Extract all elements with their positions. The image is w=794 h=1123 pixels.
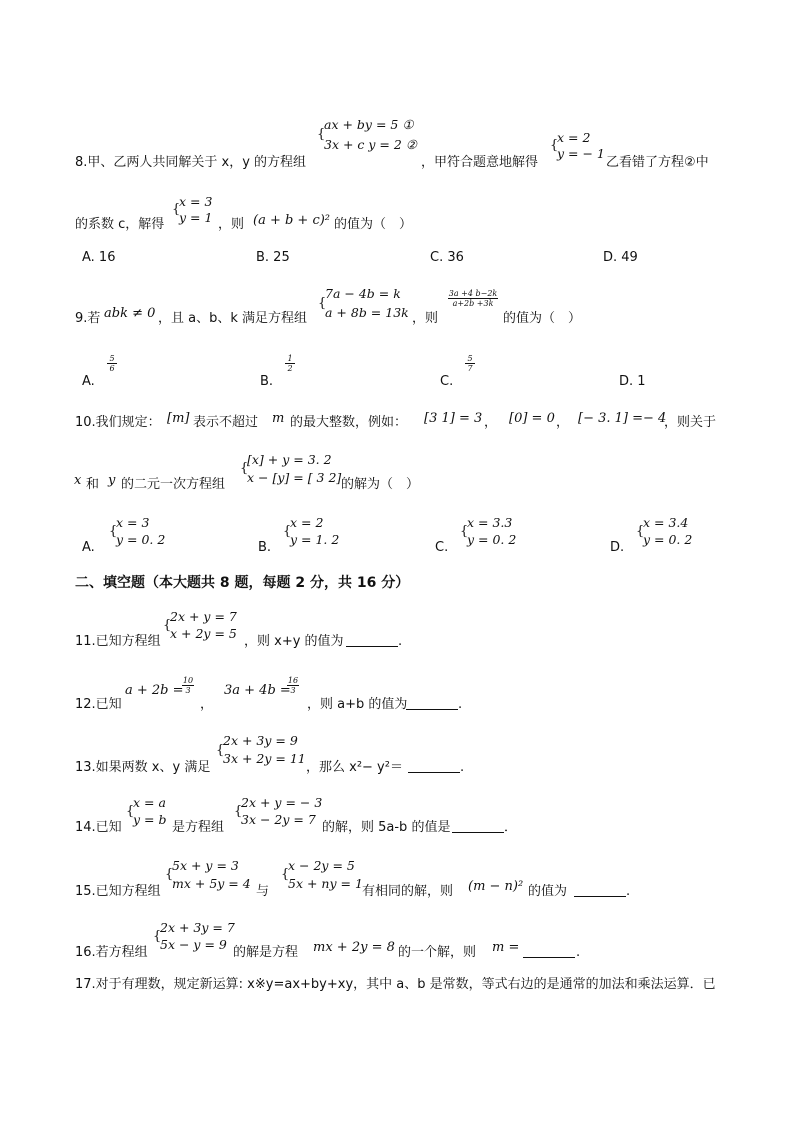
left-brace-icon: {	[283, 524, 292, 539]
q9-option-c-fraction: 5 7	[464, 354, 476, 373]
q9-option-b-fraction: 1 2	[284, 354, 296, 373]
left-brace-icon: {	[109, 524, 118, 539]
left-brace-icon: {	[636, 524, 645, 539]
left-brace-icon: {	[550, 138, 559, 153]
left-brace-icon: {	[460, 524, 469, 539]
q8-line2-mid: ，则	[218, 217, 245, 232]
q12-fraction-2: 16 3	[287, 676, 299, 695]
q11-end: ，则 x+y 的值为	[244, 634, 344, 649]
q10-example-1: [3 1] = 3	[424, 411, 483, 426]
q10-and: 和	[86, 477, 100, 492]
q10-option-a-label[interactable]: A.	[82, 540, 95, 555]
q8-line2-prefix: 的系数 c，解得	[75, 217, 165, 232]
q14-mid: 是方程组	[172, 820, 225, 835]
q16-answer-blank[interactable]	[523, 945, 575, 958]
left-brace-icon: {	[153, 929, 162, 944]
q15-mid: 有相同的解，则	[362, 884, 454, 899]
left-brace-icon: {	[126, 804, 135, 819]
q15-with: 与	[256, 884, 270, 899]
q16-equation: mx + 2y = 8	[313, 940, 395, 955]
q8-option-c[interactable]: C. 36	[430, 250, 464, 265]
q10-text-1: 表示不超过	[193, 415, 259, 430]
q10-text-4: 的二元一次方程组	[121, 477, 226, 492]
q12-prefix: 12.已知	[75, 697, 122, 712]
q8-eq-1: ax + by = 5 ①	[324, 117, 414, 132]
q8-line2-end: 的值为（ ）	[334, 217, 413, 232]
q10-text-3: ，则关于	[664, 415, 717, 430]
q9-option-b-label[interactable]: B.	[260, 374, 274, 389]
left-brace-icon: {	[165, 867, 174, 882]
q8-option-b[interactable]: B. 25	[256, 250, 290, 265]
q12-eq-2: 3a + 4b =	[224, 683, 291, 698]
q14-end: 的解，则 5a-b 的值是	[322, 820, 451, 835]
q9-end: 的值为（ ）	[503, 311, 582, 326]
q10-end: 的解为（ ）	[341, 477, 420, 492]
left-brace-icon: {	[240, 461, 249, 476]
section-2-heading: 二、填空题（本大题共 8 题，每题 2 分，共 16 分）	[75, 575, 410, 591]
left-brace-icon: {	[317, 127, 326, 142]
q8-prefix: 8.甲、乙两人共同解关于 x，y 的方程组	[75, 155, 307, 170]
q9-prefix: 9.若	[75, 311, 101, 326]
q10-option-d-label[interactable]: D.	[610, 540, 625, 555]
q8-option-d[interactable]: D. 49	[603, 250, 638, 265]
q13-answer-blank[interactable]	[408, 760, 460, 773]
q8-expression: (a + b + c)²	[253, 213, 331, 228]
q16-mid: 的解是方程	[233, 945, 299, 960]
q15-answer-blank[interactable]	[574, 884, 626, 897]
q10-option-b-label[interactable]: B.	[258, 540, 272, 555]
q11-prefix: 11.已知方程组	[75, 634, 161, 649]
q8-after: 乙看错了方程②中	[606, 155, 709, 170]
q9-then: ，则	[412, 311, 439, 326]
q16-end: 的一个解，则	[398, 945, 477, 960]
q15-expression: (m − n)²	[468, 879, 524, 894]
q12-answer-blank[interactable]	[406, 697, 458, 710]
q10-prefix: 10.我们规定：	[75, 415, 161, 430]
q8-eq-2: 3x + c y = 2 ②	[324, 137, 418, 152]
left-brace-icon: {	[163, 618, 172, 633]
q15-prefix: 15.已知方程组	[75, 884, 161, 899]
q16-prefix: 16.若方程组	[75, 945, 148, 960]
q16-var: m =	[492, 940, 520, 955]
q10-example-2: [0] = 0	[509, 411, 555, 426]
q13-prefix: 13.如果两数 x、y 满足	[75, 760, 211, 775]
left-brace-icon: {	[172, 202, 181, 217]
q9-option-c-label[interactable]: C.	[440, 374, 454, 389]
q14-prefix: 14.已知	[75, 820, 122, 835]
q10-option-c-label[interactable]: C.	[435, 540, 449, 555]
left-brace-icon: {	[281, 867, 290, 882]
q12-eq-1: a + 2b =	[125, 683, 184, 698]
left-brace-icon: {	[216, 743, 225, 758]
q8-mid: ，甲符合题意地解得	[421, 155, 539, 170]
q12-fraction-1: 10 3	[182, 676, 194, 695]
q10-y: y	[108, 473, 116, 488]
q10-m: m	[272, 411, 285, 426]
q17-text: 17.对于有理数，规定新运算: x※y=ax+by+xy，其中 a、b 是常数，等式右边的是通常的加法和乘法运算．已	[75, 977, 716, 992]
q8-option-a[interactable]: A. 16	[82, 250, 116, 265]
q12-end: ，则 a+b 的值为	[307, 697, 408, 712]
q9-option-a-label[interactable]: A.	[82, 374, 95, 389]
q9-condition: abk ≠ 0	[104, 306, 156, 321]
q13-end: ，那么 x²− y²＝	[306, 760, 403, 775]
left-brace-icon: {	[318, 296, 327, 311]
q9-option-a-fraction: 5 6	[106, 354, 118, 373]
q15-end: 的值为	[528, 884, 568, 899]
q9-option-d[interactable]: D. 1	[619, 374, 646, 389]
q10-text-2: 的最大整数，例如：	[290, 415, 408, 430]
left-brace-icon: {	[234, 804, 243, 819]
q10-x: x	[74, 473, 82, 488]
q14-answer-blank[interactable]	[452, 820, 504, 833]
q9-fraction: 3a +4 b−2k a+2b +3k	[448, 289, 498, 308]
q10-floor-symbol: [m]	[167, 411, 190, 426]
q11-answer-blank[interactable]	[346, 634, 398, 647]
q10-example-3: [− 3. 1] =− 4	[578, 411, 667, 426]
q9-mid: ，且 a、b、k 满足方程组	[158, 311, 308, 326]
